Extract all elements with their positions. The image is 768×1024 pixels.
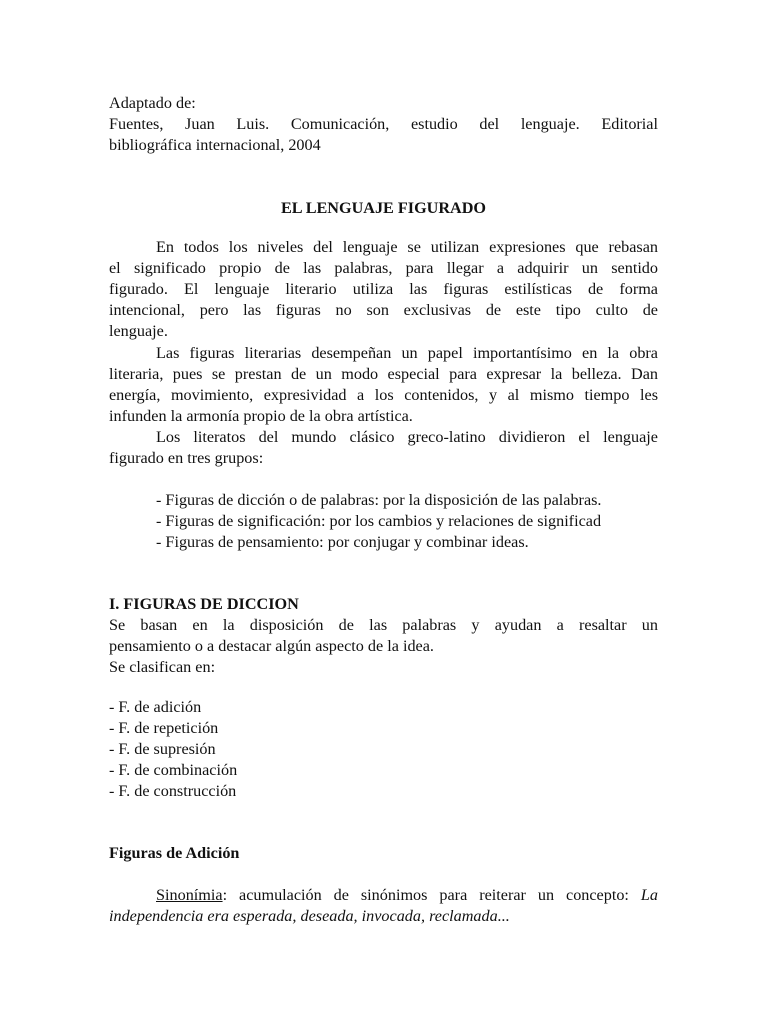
example-text: La (640, 886, 658, 904)
text-line: energía, movimiento, expresividad a los contenidos, y al mismo tiempo les (109, 386, 658, 404)
sinonimia-entry (109, 885, 658, 927)
text-line: infunden la armonía propio de la obra artística. (109, 407, 413, 425)
list-item: - Figuras de pensamiento: por conjugar y combinar ideas. (156, 533, 529, 551)
intro-paragraph-2 (109, 343, 658, 427)
text-line: pensamiento o a destacar algún aspecto de la idea. (109, 637, 434, 655)
list-item: - Figuras de significación: por los cambios y relaciones de significad (156, 512, 602, 530)
intro-paragraph-1 (109, 237, 658, 342)
subsection-heading: Figuras de Adición (109, 844, 240, 862)
definition-text: : acumulación de sinónimos para reiterar un concepto: (222, 886, 641, 904)
text-line: figurado en tres grupos: (109, 449, 264, 467)
source-citation-line1: Fuentes, Juan Luis. Comunicación, estudio del lenguaje. Editorial (109, 115, 658, 133)
list-item: - F. de combinación (109, 761, 238, 779)
text-line: Los literatos del mundo clásico greco-latino dividieron el lenguaje (156, 428, 658, 446)
diccion-categories-list (109, 697, 658, 802)
list-item: - F. de construcción (109, 782, 237, 800)
text-line: Las figuras literarias desempeñan un papel importantísimo en la obra (156, 344, 658, 362)
text-line: lenguaje. (109, 322, 168, 340)
list-item: - F. de repetición (109, 719, 219, 737)
list-item: - Figuras de dicción o de palabras: por la disposición de las palabras. (156, 491, 602, 509)
list-item: - F. de supresión (109, 740, 216, 758)
list-item: - F. de adición (109, 698, 202, 716)
definition-line (109, 885, 658, 906)
text-line: En todos los niveles del lenguaje se utilizan expresiones que rebasan (156, 238, 658, 256)
example-text-line: independencia era esperada, deseada, invocada, reclamada... (109, 907, 510, 925)
text-line: Se clasifican en: (109, 658, 216, 676)
figure-groups-list (109, 490, 658, 553)
source-label: Adaptado de: (109, 94, 196, 112)
section-heading: I. FIGURAS DE DICCION (109, 595, 299, 613)
text-line: el significado propio de las palabras, para llegar a adquirir un sentido (109, 259, 658, 277)
source-citation-line2: bibliográfica internacional, 2004 (109, 136, 321, 154)
text-line: figurado. El lenguaje literario utiliza las figuras estilísticas de forma (109, 280, 658, 298)
text-line: Se basan en la disposición de las palabras y ayudan a resaltar un (109, 616, 658, 634)
source-block (109, 93, 658, 156)
text-line: intencional, pero las figuras no son exclusivas de este tipo culto de (109, 301, 658, 319)
section-figuras-diccion (109, 594, 658, 678)
term: Sinonímia (156, 886, 223, 904)
intro-paragraph-3 (109, 427, 658, 469)
document-title: EL LENGUAJE FIGURADO (280, 199, 487, 217)
text-line: literaria, pues se prestan de un modo especial para expresar la belleza. Dan (109, 365, 658, 383)
